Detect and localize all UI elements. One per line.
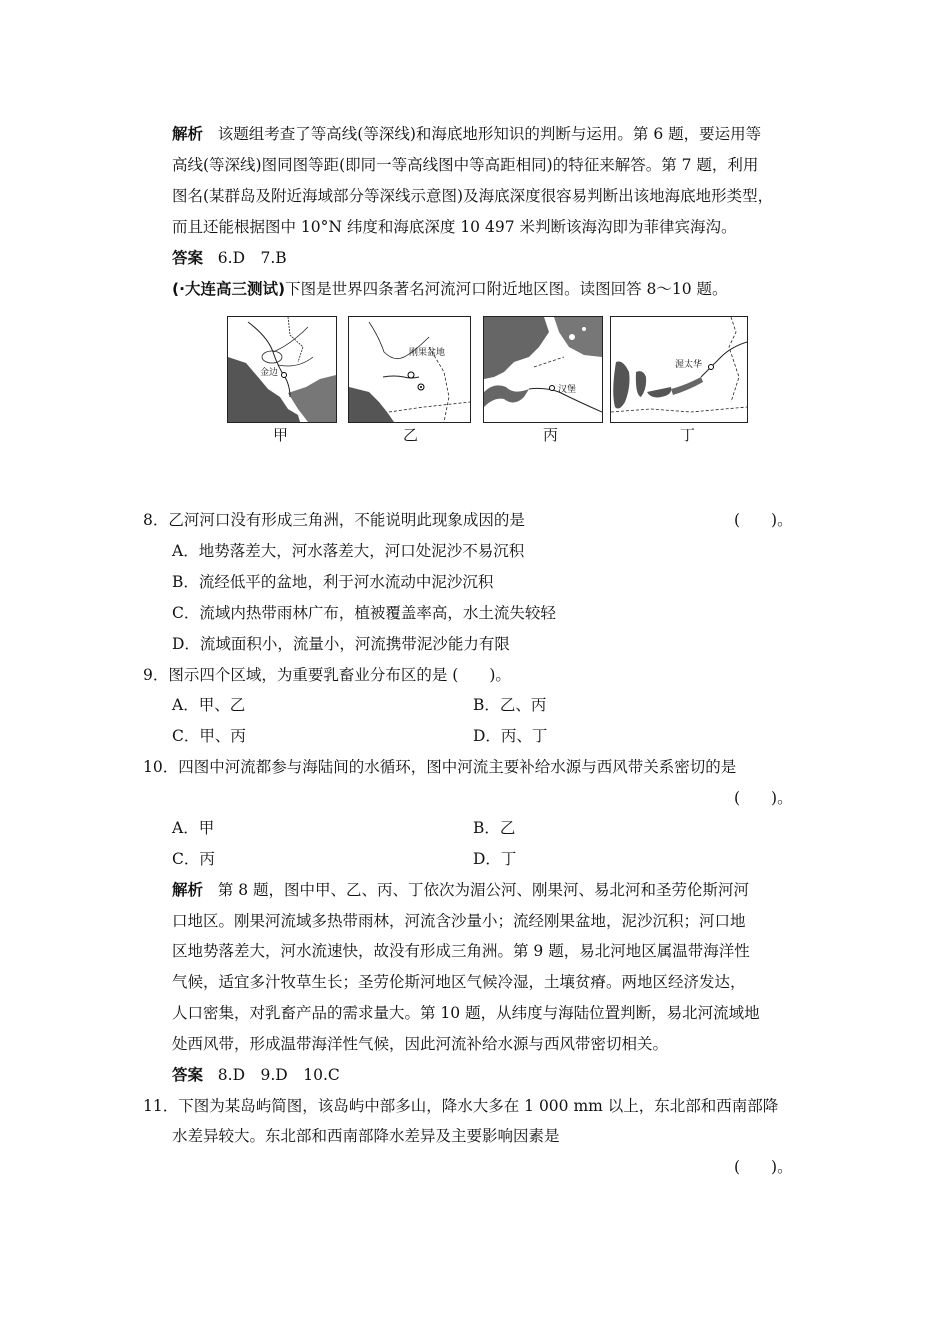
question-8-option-a: A．地势落差大，河水落差大，河口处泥沙不易沉积 xyxy=(172,542,525,560)
map-label-bing: 丙 xyxy=(543,426,559,444)
map-jia xyxy=(227,316,337,423)
analysis-paragraph-2-line-3: 区地势落差大，河水流速快，故没有形成三角洲。第 9 题，易北河地区属温带海洋性 xyxy=(172,942,750,960)
city-label-congo-basin: 刚果盆地 xyxy=(409,348,446,358)
map-bing xyxy=(483,316,603,423)
map-yi xyxy=(348,316,471,423)
question-11-stem-line-2: 水差异较大。东北部和西南部降水差异及主要影响因素是 xyxy=(172,1127,560,1145)
analysis-text: 第 8 题，图中甲、乙、丙、丁依次为湄公河、刚果河、易北河和圣劳伦斯河河 xyxy=(217,881,750,899)
analysis-paragraph-2-line-4: 气候，适宜多汁牧草生长；圣劳伦斯河地区气候冷湿，土壤贫瘠。两地区经济发达， xyxy=(172,973,746,991)
analysis-paragraph-1-line-2: 高线(等深线)图同图等距(即同一等高线图中等高距相同)的特征来解答。第 7 题，利用 xyxy=(172,156,759,174)
question-11-answer-blank: ( )。 xyxy=(734,1158,793,1176)
answer-text: 6.D 7.B xyxy=(217,249,287,267)
intro-text: 下图是世界四条著名河流河口附近地区图。读图回答 8～10 题。 xyxy=(285,280,728,298)
city-label-jinbian: 金边 xyxy=(260,368,279,378)
map-label-yi: 乙 xyxy=(403,426,419,444)
analysis-heading: 解析 xyxy=(172,125,204,143)
question-9-option-b: B．乙、丙 xyxy=(473,696,547,714)
question-8-stem: 8．乙河河口没有形成三角洲，不能说明此现象成因的是 xyxy=(143,511,525,529)
analysis-paragraph-1-line-4: 而且还能根据图中 10°N 纬度和海底深度 10 497 米判断该海沟即为菲律宾海沟。 xyxy=(172,218,737,236)
question-9-option-a: A．甲、乙 xyxy=(172,696,246,714)
question-10-option-c: C．丙 xyxy=(172,850,215,868)
question-8-answer-blank: ( )。 xyxy=(734,511,793,529)
question-11-stem-line-1: 11．下图为某岛屿简图，该岛屿中部多山，降水大多在 1 000 mm 以上，东北部和西南部降 xyxy=(143,1097,779,1115)
analysis-paragraph-2-line-1 xyxy=(172,880,749,900)
analysis-paragraph-2-line-2: 口地区。刚果河流域多热带雨林，河流含沙量小；流经刚果盆地，泥沙沉积；河口地 xyxy=(172,912,746,930)
river-mouth-maps-figure xyxy=(225,312,750,442)
question-10-option-d: D．丁 xyxy=(473,850,517,868)
question-8-option-c: C．流域内热带雨林广布，植被覆盖率高，水土流失较轻 xyxy=(172,604,556,622)
analysis-paragraph-2-line-6: 处西风带，形成温带海洋性气候，因此河流补给水源与西风带密切相关。 xyxy=(172,1035,669,1053)
question-10-option-a: A．甲 xyxy=(172,819,215,837)
answer-text: 8.D 9.D 10.C xyxy=(217,1066,340,1084)
answer-heading: 答案 xyxy=(172,1066,204,1084)
question-9-option-d: D．丙、丁 xyxy=(473,727,548,745)
analysis-text: 该题组考查了等高线(等深线)和海底地形知识的判断与运用。第 6 题，要运用等 xyxy=(217,125,762,143)
city-label-ottawa: 渥太华 xyxy=(675,360,703,370)
question-9-stem: 9．图示四个区域，为重要乳畜业分布区的是 ( )。 xyxy=(143,666,511,684)
question-10-stem: 10．四图中河流都参与海陆间的水循环，图中河流主要补给水源与西风带关系密切的是 xyxy=(143,758,737,776)
question-10-answer-blank: ( )。 xyxy=(734,789,793,807)
question-8-option-b: B．流经低平的盆地，利于河水流动中泥沙沉积 xyxy=(172,573,494,591)
source-label: (·大连高三测试) xyxy=(172,280,286,298)
analysis-paragraph-2-line-5: 人口密集，对乳畜产品的需求量大。第 10 题，从纬度与海陆位置判断，易北河流域地 xyxy=(172,1004,760,1022)
analysis-paragraph-1-line-1 xyxy=(172,124,761,144)
question-10-option-b: B．乙 xyxy=(473,819,516,837)
question-8-option-d: D．流域面积小，流量小，河流携带泥沙能力有限 xyxy=(172,635,510,653)
city-label-hamburg: 汉堡 xyxy=(558,385,577,395)
question-intro xyxy=(172,279,728,299)
analysis-heading: 解析 xyxy=(172,881,204,899)
question-9-option-c: C．甲、丙 xyxy=(172,727,246,745)
map-label-ding: 丁 xyxy=(680,426,696,444)
answer-heading: 答案 xyxy=(172,249,204,267)
answer-line-2 xyxy=(172,1065,340,1085)
analysis-paragraph-1-line-3: 图名(某群岛及附近海域部分等深线示意图)及海底深度很容易判断出该地海底地形类型， xyxy=(172,187,774,205)
map-ding xyxy=(610,316,748,423)
answer-line-1 xyxy=(172,248,287,268)
map-label-jia: 甲 xyxy=(273,426,289,444)
